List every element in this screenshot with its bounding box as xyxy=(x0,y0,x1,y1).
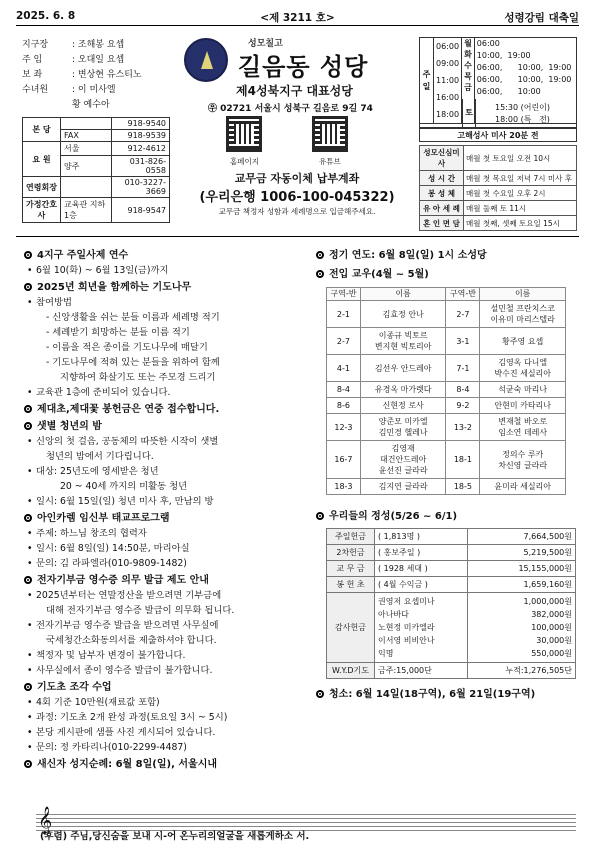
offering-label: 감사헌금 xyxy=(327,593,375,663)
transfer-cell: 석균숙 마리나 xyxy=(480,382,566,398)
offering-amount: 15,155,000원 xyxy=(468,561,576,577)
sunday-time: 16:00 xyxy=(436,93,460,102)
notice-line: • 6월 10(화) ~ 6월 13일(금)까지 xyxy=(24,263,304,278)
weekday-time: 06:00, 10:00 xyxy=(476,87,541,96)
staff-role xyxy=(22,98,72,113)
transfer-cell: 안현미 카타리나 xyxy=(480,398,566,414)
refrain-lyrics: (후렴) 주님,당신숨을 보내 시-어 온누리의얼굴을 새롭게하소 서. xyxy=(40,831,310,842)
masthead-subtitle: 성모칠고 xyxy=(248,39,283,49)
offering-row xyxy=(327,577,576,593)
offering-detail: ( 1928 세대 ) xyxy=(375,561,468,577)
contact-label xyxy=(61,177,112,198)
contact-heading: 연령회장 xyxy=(23,177,61,198)
transfer-row xyxy=(327,355,566,382)
thanks-names xyxy=(375,593,468,663)
youtube-qr-icon[interactable] xyxy=(312,116,348,152)
transfer-cell: 16-7 xyxy=(327,441,361,479)
memorial-heading: 정기 연도: 6월 8일(일) 1시 소성당 xyxy=(316,248,578,263)
notices-right xyxy=(316,246,578,702)
offering-row xyxy=(327,545,576,561)
transfer-cell: 18-3 xyxy=(327,479,361,495)
district-title: 제4성북지구 대표성당 xyxy=(236,84,353,98)
parish-title: 길음동 성당 xyxy=(238,52,369,81)
transfer-cell: 8-4 xyxy=(327,382,361,398)
transfers-col-header: 구역-반 xyxy=(446,288,480,301)
notice-heading-text: 기도초 조각 수업 xyxy=(37,682,112,693)
staff-role: 보 좌 xyxy=(22,70,43,80)
contact-row xyxy=(23,177,170,198)
transfers-table xyxy=(326,287,566,495)
contact-number: 031-826-0558 xyxy=(112,156,170,177)
weekday-char: 목 xyxy=(464,72,472,81)
contact-label: 양주 xyxy=(61,156,112,177)
weekday-time: 06:00, 10:00, 19:00 xyxy=(476,75,572,84)
staff-row xyxy=(22,98,142,113)
wyd-week: 금주:15,000단 xyxy=(375,663,468,679)
schedule-label: 혼 인 면 담 xyxy=(420,216,464,231)
schedule-row xyxy=(420,216,577,231)
sunday-time: 18:00 xyxy=(436,110,460,119)
bullet-icon xyxy=(24,514,32,522)
bank-account: (우리은행 1006-100-045322) xyxy=(199,190,395,205)
transfer-cell: 8-6 xyxy=(327,398,361,414)
staff-role: 주 임 xyxy=(22,55,43,65)
notice-line: • 사무실에서 종이 영수증 발급이 불가합니다. xyxy=(24,663,304,678)
transfer-cell: 2-1 xyxy=(327,301,361,328)
offering-table xyxy=(326,528,576,679)
transfer-cell: 13-2 xyxy=(446,414,480,441)
donor-name: 권영저 요셉미나 xyxy=(378,597,435,606)
notice-line: • 책정자 및 납부자 변경이 불가합니다. xyxy=(24,648,304,663)
transfer-cell: 황주영 요셉 xyxy=(480,328,566,355)
issue-number: <제 3211 호> xyxy=(260,12,335,24)
contact-heading: 본 당 xyxy=(23,118,61,142)
transfer-cell: 김지연 글라라 xyxy=(360,479,446,495)
notice-line: • 교육관 1층에 준비되어 있습니다. xyxy=(24,385,304,400)
parish-logo-icon xyxy=(184,38,228,82)
notice-line: • 4회 기준 10만원(재료값 포함) xyxy=(24,695,304,710)
offering-row xyxy=(327,529,576,545)
donor-amount: 1,000,000원 xyxy=(523,597,572,606)
youtube-qr-label: 유튜브 xyxy=(319,157,341,166)
sunday-time: 06:00 xyxy=(436,42,460,51)
contact-heading: 요 원 xyxy=(23,142,61,177)
notice-line: 지향하여 화살기도 또는 주모경 드리기 xyxy=(60,372,216,383)
transfer-cell: 양준모 미카엘 김민경 헬레나 xyxy=(360,414,446,441)
header-rule xyxy=(16,25,579,26)
schedule-row xyxy=(420,146,577,171)
schedule-row xyxy=(420,171,577,186)
notice-line: 대해 전자기부금 영수증 발급이 의무화 됩니다. xyxy=(46,605,235,616)
notice-line: • 문의: 김 라파엘라(010-9809-1482) xyxy=(24,556,304,571)
staff-list xyxy=(22,38,142,113)
weekday-time: 06:00, 10:00, 19:00 xyxy=(476,63,572,72)
transfer-cell: 18-5 xyxy=(446,479,480,495)
bullet-icon xyxy=(24,405,32,413)
donor-amount: 550,000원 xyxy=(531,649,572,658)
header xyxy=(16,4,579,22)
feast-title: 성령강림 대축일 xyxy=(504,12,579,24)
bullet-icon xyxy=(24,576,32,584)
staff-role: 지구장 xyxy=(22,40,49,50)
contact-number: 918-9540 xyxy=(112,118,170,130)
offering-label: 주일헌금 xyxy=(327,529,375,545)
transfers-col-header: 이름 xyxy=(360,288,446,301)
notice-line: • 주제: 하느님 창조의 협력자 xyxy=(24,526,304,541)
schedule-value: 매월 첫 목요일 저녁 7시 미사 후 xyxy=(464,171,577,186)
homepage-qr-label: 홈페이지 xyxy=(230,157,259,166)
notice-heading-text: 제대초,제대꽃 봉헌금은 연중 접수합니다. xyxy=(37,404,220,415)
contact-heading: 가정간호사 xyxy=(23,198,61,223)
transfer-row xyxy=(327,301,566,328)
weekday-char: 화 xyxy=(464,50,472,59)
contact-label xyxy=(61,118,112,130)
transfer-cell: 정의수 루카 차신영 글라라 xyxy=(480,441,566,479)
bullet-icon xyxy=(316,270,324,278)
bullet-icon xyxy=(24,251,32,259)
donor-name: 익명 xyxy=(378,649,394,658)
transfer-row xyxy=(327,441,566,479)
notice-heading xyxy=(24,511,304,526)
offering-detail: ( 1,813명 ) xyxy=(375,529,468,545)
saturday-time: 15:30 (어린이) xyxy=(495,103,551,112)
weekday-char: 수 xyxy=(464,61,472,70)
contact-number: 918-9539 xyxy=(112,130,170,142)
notice-line: • 일시: 6월 15일(일) 청년 미사 후, 만남의 방 xyxy=(24,494,304,509)
schedule-value: 매월 둘째 토 11시 xyxy=(464,201,577,216)
notice-heading xyxy=(24,757,304,772)
transfer-row xyxy=(327,328,566,355)
offering-label: W.Y.D기도 xyxy=(327,663,375,679)
bullet-icon xyxy=(316,251,324,259)
donor-name: 아나바다 xyxy=(378,610,409,619)
transfer-row xyxy=(327,414,566,441)
transfer-cell: 김효정 안나 xyxy=(360,301,446,328)
transfer-note: 교무금 책정자 성함과 세례명으로 입금해주세요. xyxy=(218,207,376,216)
transfer-cell: 18-1 xyxy=(446,441,480,479)
contact-number: 918-9547 xyxy=(112,198,170,223)
offering-label: 교 무 금 xyxy=(327,561,375,577)
notice-heading-text: 샛별 청년의 밤 xyxy=(37,421,102,432)
notice-line: • 신앙의 첫 걸음, 공동체의 따뜻한 시작이 샛별 xyxy=(24,434,304,449)
notice-line: • 과정: 기도초 2개 완성 과정(토요일 3시 ~ 5시) xyxy=(24,710,304,725)
offering-label: 봉 헌 초 xyxy=(327,577,375,593)
notice-line: 국세청간소화동의서를 제출하셔야 합니다. xyxy=(46,635,217,646)
transfer-row xyxy=(327,479,566,495)
transfer-cell: 7-1 xyxy=(446,355,480,382)
notice-heading xyxy=(24,402,304,417)
contact-row xyxy=(23,198,170,223)
contact-row xyxy=(23,142,170,156)
staff-row xyxy=(22,68,142,83)
donor-amount: 100,000원 xyxy=(531,623,572,632)
notice-line: 청년의 밤에서 기다립니다. xyxy=(46,451,154,462)
notice-line: • 대상: 25년도에 영세받은 청년 xyxy=(24,464,304,479)
saturday-box xyxy=(419,100,577,128)
contact-label: 서울 xyxy=(61,142,112,156)
notice-line: • 전자기부금 영수증 발급을 받으려면 사무실에 xyxy=(24,618,304,633)
schedule-label: 성모신심미사 xyxy=(420,146,464,171)
transfer-cell: 김영재 대건안드레아 윤선진 글라라 xyxy=(360,441,446,479)
saturday-label: 토 xyxy=(462,99,476,127)
notice-line: - 이름을 적은 종이를 기도나무에 매달기 xyxy=(46,342,208,353)
donor-name: 이서영 비비안나 xyxy=(378,636,435,645)
donor-name: 노현정 미카엘라 xyxy=(378,623,435,632)
transfer-row xyxy=(327,398,566,414)
transfer-cell: 8-4 xyxy=(446,382,480,398)
treble-clef-icon: 𝄞 xyxy=(38,806,53,834)
schedule-value: 매월 첫째, 셋째 토요일 15시 xyxy=(464,216,577,231)
parish-address: ㉾ 02721 서울시 성북구 길음로 9길 74 xyxy=(208,104,373,114)
sunday-time: 09:00 xyxy=(436,59,460,68)
transfer-cell: 4-1 xyxy=(327,355,361,382)
bullet-icon xyxy=(24,683,32,691)
auto-transfer-title: 교무금 자동이체 납부계좌 xyxy=(234,172,360,185)
homepage-qr-icon[interactable] xyxy=(226,116,262,152)
staff-role: 수녀원 xyxy=(22,85,49,95)
transfer-cell: 3-1 xyxy=(446,328,480,355)
notice-heading-text: 2025년 희년을 함께하는 기도나무 xyxy=(37,282,192,293)
offering-amount: 1,659,160원 xyxy=(468,577,576,593)
wyd-total: 누적:1,276,505단 xyxy=(468,663,576,679)
transfer-cell: 유경옥 마가렛다 xyxy=(360,382,446,398)
schedule-label: 유 아 세 례 xyxy=(420,201,464,216)
transfer-cell: 김영옥 다니엘 박수진 세실리아 xyxy=(480,355,566,382)
transfer-cell: 9-2 xyxy=(446,398,480,414)
weekday-char: 월 xyxy=(464,39,472,48)
thanks-offering-row xyxy=(327,593,576,663)
notice-line: - 신앙생활을 쉬는 분들 이름과 세례명 적기 xyxy=(46,312,220,323)
staff-name: : 변상현 유스티노 xyxy=(72,70,142,80)
bullet-icon xyxy=(24,760,32,768)
notice-heading xyxy=(24,248,304,263)
transfer-cell: 신현정 로사 xyxy=(360,398,446,414)
contact-row xyxy=(23,118,170,130)
notice-line: • 일시: 6월 8일(일) 14:50분, 마리아실 xyxy=(24,541,304,556)
contact-number: 010-3227-3669 xyxy=(112,177,170,198)
transfers-col-header: 이름 xyxy=(480,288,566,301)
transfer-cell: 윤미라 세실리아 xyxy=(480,479,566,495)
transfer-cell: 이종규 빅토르 변지현 빅토리아 xyxy=(360,328,446,355)
monthly-schedule xyxy=(419,145,577,231)
donor-amount: 382,000원 xyxy=(531,610,572,619)
schedule-value: 매월 첫 토요일 오전 10시 xyxy=(464,146,577,171)
transfer-row xyxy=(327,382,566,398)
notice-line: - 세례받기 희망하는 분들 이름 적기 xyxy=(46,327,190,338)
weekday-char: 금 xyxy=(464,83,472,92)
staff-row xyxy=(22,83,142,98)
contact-table xyxy=(22,117,170,223)
donor-amount: 30,000원 xyxy=(536,636,572,645)
notice-line: • 참여방법 xyxy=(24,295,304,310)
notices-left xyxy=(24,246,304,772)
notice-heading-text: 아인카렘 임신부 태교프로그램 xyxy=(37,513,170,524)
staff-name: : 조해봉 요셉 xyxy=(72,40,125,50)
contact-number: 912-4612 xyxy=(112,142,170,156)
notice-heading xyxy=(24,280,304,295)
transfer-cell: 12-3 xyxy=(327,414,361,441)
notice-line: • 문의: 정 카타리나(010-2299-4487) xyxy=(24,740,304,755)
transfer-cell: 2-7 xyxy=(327,328,361,355)
transfer-cell: 변재철 바오로 임소연 데레사 xyxy=(480,414,566,441)
bullet-icon xyxy=(24,283,32,291)
bullet-icon xyxy=(24,422,32,430)
staff-name: 황 예수아 xyxy=(72,100,110,110)
bullet-icon xyxy=(316,512,324,520)
staff-name: : 오대일 요셉 xyxy=(72,55,125,65)
bullet-icon xyxy=(316,690,324,698)
notice-heading xyxy=(24,680,304,695)
schedule-label: 성 시 간 xyxy=(420,171,464,186)
wyd-row xyxy=(327,663,576,679)
staff-name: : 이 미사엘 xyxy=(72,85,116,95)
section-rule xyxy=(16,236,579,237)
weekday-time: 10:00, 19:00 xyxy=(476,51,531,60)
offering-amount: 7,664,500원 xyxy=(468,529,576,545)
offering-detail: ( 4월 수익금 ) xyxy=(375,577,468,593)
thanks-amounts xyxy=(468,593,576,663)
notice-line: 20 ~ 40세 까지의 미활동 청년 xyxy=(60,481,188,492)
staff-row xyxy=(22,53,142,68)
offering-amount: 5,219,500원 xyxy=(468,545,576,561)
transfers-heading: 전입 교우(4월 ~ 5월) xyxy=(316,267,578,282)
transfers-header xyxy=(327,288,566,301)
schedule-value: 매월 첫 수요일 오후 2시 xyxy=(464,186,577,201)
contact-label: FAX xyxy=(61,130,112,142)
offering-label: 2차헌금 xyxy=(327,545,375,561)
notice-heading xyxy=(24,573,304,588)
notice-heading xyxy=(24,419,304,434)
transfers-col-header: 구역-반 xyxy=(327,288,361,301)
offering-row xyxy=(327,561,576,577)
notice-line: • 2025년부터는 연말정산을 받으려면 기부금에 xyxy=(24,588,304,603)
sunday-label: 주일 xyxy=(420,38,434,124)
notice-line: • 본당 게시판에 샘플 사진 게시되어 있습니다. xyxy=(24,725,304,740)
notice-heading-text: 전자기부금 영수증 의무 발급 제도 안내 xyxy=(37,575,209,586)
notice-line: - 기도나무에 적혀 있는 분들을 위하여 함께 xyxy=(46,357,220,368)
issue-date: 2025. 6. 8 xyxy=(16,10,76,22)
notice-heading-text: 새신자 성지순례: 6월 8일(일), 서울시내 xyxy=(37,759,218,770)
sunday-time: 11:00 xyxy=(436,76,460,85)
saturday-time: 18:00 (특 전) xyxy=(495,115,550,124)
offering-detail: ( 홍보주일 ) xyxy=(375,545,468,561)
transfer-cell: 2-7 xyxy=(446,301,480,328)
schedule-label: 봉 성 체 xyxy=(420,186,464,201)
staff-row xyxy=(22,38,142,53)
notice-heading-text: 4지구 주일사제 연수 xyxy=(37,250,129,261)
cleaning-heading: 청소: 6월 14일(18구역), 6월 21일(19구역) xyxy=(316,687,578,702)
contact-label: 교육관 지하 1층 xyxy=(61,198,112,223)
transfer-cell: 설민철 프란치스코 이유미 마리스텔라 xyxy=(480,301,566,328)
schedule-row xyxy=(420,186,577,201)
weekday-time: 06:00 xyxy=(476,39,500,48)
schedule-row xyxy=(420,201,577,216)
confession-note: 고해성사 미사 20분 전 xyxy=(419,128,577,142)
offering-heading: 우리들의 정성(5/26 ~ 6/1) xyxy=(316,509,578,524)
transfer-cell: 김선우 안드레아 xyxy=(360,355,446,382)
